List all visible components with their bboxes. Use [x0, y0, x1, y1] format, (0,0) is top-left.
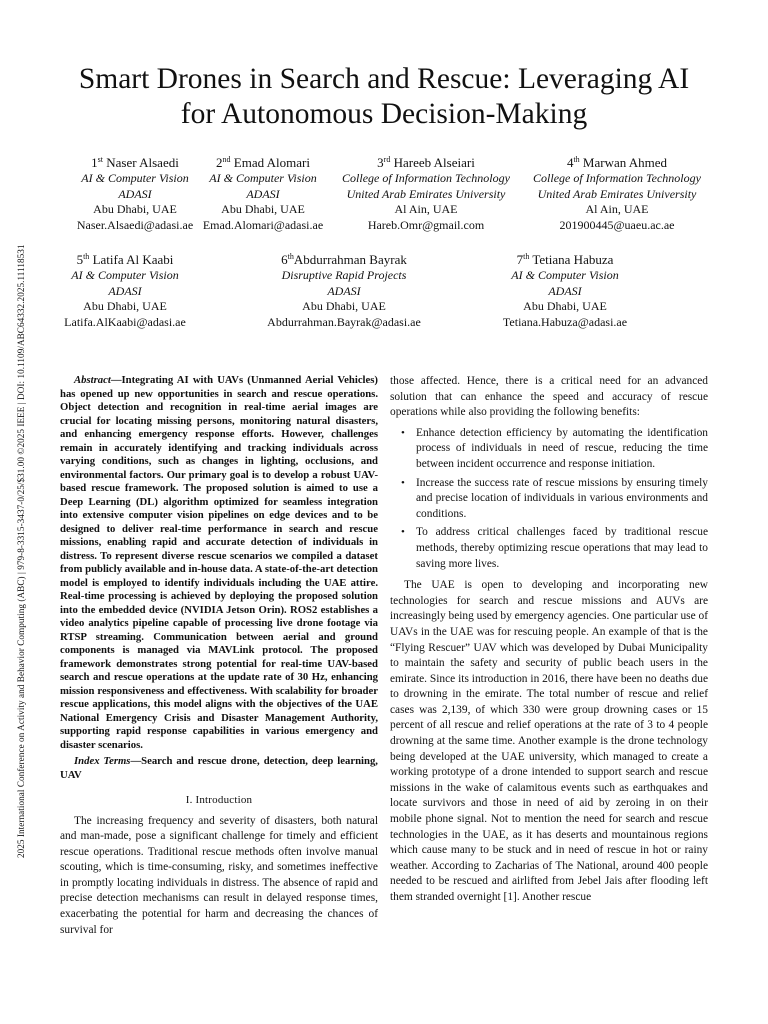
author-email: Abdurrahman.Bayrak@adasi.ae — [267, 315, 421, 330]
index-terms-text: —Search and rescue drone, detection, deep learning, UAV — [60, 755, 378, 781]
author-block-6 — [254, 252, 434, 331]
right-column — [390, 374, 708, 906]
intro-paragraph-1: The increasing frequency and severity of disasters, both natural and man-made, pose a significant challenge for timely and efficient rescue operations. Traditional rescue methods often involve manual scouting, which is time-consuming, risky, and sometimes ineffective in promptly locating individuals in distress. The absence of rapid and precise detection mechanisms can result in delayed response times, exacerbating the potential for harm and decreasing the chances of survival for — [60, 814, 378, 936]
title-line-1: Smart Drones in Search and Rescue: Leveraging AI — [78, 63, 690, 95]
author-dept: AI & Computer Vision — [209, 170, 317, 185]
author-dept: College of Information Technology — [342, 170, 510, 185]
author-block-3 — [331, 155, 521, 234]
author-location: Abu Dhabi, UAE — [302, 299, 386, 314]
author-email: 201900445@uaeu.ac.ae — [559, 218, 675, 233]
author-location: Abu Dhabi, UAE — [93, 202, 177, 217]
author-name: 3rd Hareeb Alseiari — [377, 155, 475, 170]
paper-title — [40, 62, 728, 132]
abstract — [60, 374, 378, 752]
side-citation-note — [6, 168, 26, 858]
author-dept: Disruptive Rapid Projects — [281, 267, 407, 282]
title-line-2: for Autonomous Decision-Making — [180, 98, 588, 130]
author-org: ADASI — [327, 283, 361, 298]
author-dept: AI & Computer Vision — [81, 170, 189, 185]
author-name: 7th Tetiana Habuza — [516, 252, 614, 267]
author-org: United Arab Emirates University — [537, 186, 697, 201]
author-name: 1st Naser Alsaedi — [91, 155, 179, 170]
uae-paragraph: The UAE is open to developing and incorporating new technologies for search and rescue missions and AUVs are increasingly being used by emergency agencies. One particular use of UAVs in the UAE was for rescuing people. An example of that is the “Flying Rescuer” UAV which was developed by Dubai Municipality to maintain the safety and security of public beach users in the emirate. Since its introduction in 2016, there have been no deaths due to drowning in the emirate. The total number of rescue and relief cases was 2,139, of which 330 were group drowning cases or 15 percent of all rescue and relief operations at the rate of 3 to 4 people drowning at the same time. Another example is the drone technology being developed at the UAE university, which managed to create a working prototype of a drone intended to support search and rescue missions in the wake of calamitous events such as earthquakes and locate survivors and those in need of aid by zeroing in on their mobile phone signal. Not to mention the need for search and rescue technologies in the UAE, as it has deserts and mountainous regions which cause many to be stuck and in need of rescue in hot or rainy weather. According to Zacharias of The National, around 400 people needed to be rescued and airlifted from Jebel Jais after flooding left them stranded overnight [1]. Another rescue — [390, 579, 708, 903]
author-email: Naser.Alsaedi@adasi.ae — [76, 218, 194, 233]
index-terms-label: Index Terms — [74, 755, 131, 767]
continued-paragraph: those affected. Hence, there is a critical need for an advanced solution that can enhance the speed and accuracy of rescue operations while also providing the following benefits: — [390, 375, 708, 419]
left-column — [60, 374, 378, 938]
section-heading: I. Introduction — [185, 794, 253, 806]
author-name: 4th Marwan Ahmed — [566, 155, 668, 170]
author-location: Abu Dhabi, UAE — [523, 299, 607, 314]
abstract-label: Abstract — [74, 374, 111, 386]
author-email: Hareb.Omr@gmail.com — [367, 218, 485, 233]
author-email: Emad.Alomari@adasi.ae — [202, 218, 324, 233]
author-block-4 — [522, 155, 712, 234]
author-location: Abu Dhabi, UAE — [221, 202, 305, 217]
author-block-2 — [183, 155, 343, 234]
author-dept: AI & Computer Vision — [511, 267, 619, 282]
citation-text: 2025 International Conference on Activity and Behavior Computing (ABC) | 979-8-3315-3437-0/25/$31.00 ©2025 IEEE | DOI: 10.1109/ABC64332.2025.11118531 — [16, 244, 26, 858]
author-email: Latifa.AlKaabi@adasi.ae — [64, 315, 186, 330]
bullet-icon: • — [401, 426, 405, 439]
author-org: United Arab Emirates University — [346, 186, 506, 201]
author-org: ADASI — [246, 186, 280, 201]
author-block-5 — [50, 252, 200, 331]
author-location: Al Ain, UAE — [394, 202, 458, 217]
bullet-icon: • — [401, 476, 405, 489]
author-dept: AI & Computer Vision — [71, 267, 179, 282]
author-email: Tetiana.Habuza@adasi.ae — [502, 315, 628, 330]
index-terms — [60, 755, 378, 782]
author-org: ADASI — [118, 186, 152, 201]
benefits-list — [390, 426, 708, 572]
author-name: 5th Latifa Al Kaabi — [76, 252, 174, 267]
abstract-text: —Integrating AI with UAVs (Unmanned Aerial Vehicles) has opened up new opportunities in search and rescue operations. Object detection and recognition in real-time aerial images are crucial for locating missing persons, monitoring natural disasters, and enhancing emergency response efforts. However, challenges remain in accurately identifying and tracking individuals across varying conditions, such as changes in lighting, occlusions, and environmental factors. Our primary goal is to develop a robust UAV-based rescue framework. The proposed solution is aimed to use a Deep Learning (DL) algorithm optimized for seamless integration into extensive computer vision pipelines on edge devices and to be designed to deliver real-time performance in search and rescue missions, enabling rapid and accurate detection of individuals in distress. To represent diverse rescue scenarios we compiled a dataset from publicly available and in-house data. A state-of-the-art detection model is employed to identify individuals including the UAE attire. Real-time processing is achieved by deploying the proposed solution into the embedded device (NVIDIA Jetson Orin). ROS2 establishes a video analytics pipeline capable of processing live drone footage via RTSP streaming. Communication between aerial and ground components is managed via MAVLink protocol. The proposed framework demonstrates strong potential for real-time UAV-based search and rescue operations at the update rate of 30 Hz, enhancing mission responsiveness and effectiveness. With scalability for broader rescue applications, this model aligns with the objectives of the UAE National Emergency Crisis and Disaster Management Authority, supporting rapid response capabilities in various emergency and disaster scenarios. — [60, 374, 378, 751]
author-org: ADASI — [108, 283, 142, 298]
author-name: 2nd Emad Alomari — [216, 155, 310, 170]
author-location: Abu Dhabi, UAE — [83, 299, 167, 314]
list-item: • Enhance detection efficiency by automating the identification process of individuals in need of rescue, reducing the time between incident occurrence and response initiation. — [401, 426, 708, 470]
list-item: • To address critical challenges faced by traditional rescue methods, thereby optimizing rescue operations that may lead to saving more lives. — [401, 526, 708, 570]
list-item: • Increase the success rate of rescue missions by ensuring timely and precise location of individuals in various environments and conditions. — [401, 476, 708, 520]
bullet-icon: • — [401, 526, 405, 539]
author-location: Al Ain, UAE — [585, 202, 649, 217]
author-block-7 — [490, 252, 640, 331]
author-name: 6thAbdurrahman Bayrak — [281, 252, 407, 267]
author-dept: College of Information Technology — [533, 170, 701, 185]
author-org: ADASI — [548, 283, 582, 298]
intro-body — [60, 814, 378, 939]
